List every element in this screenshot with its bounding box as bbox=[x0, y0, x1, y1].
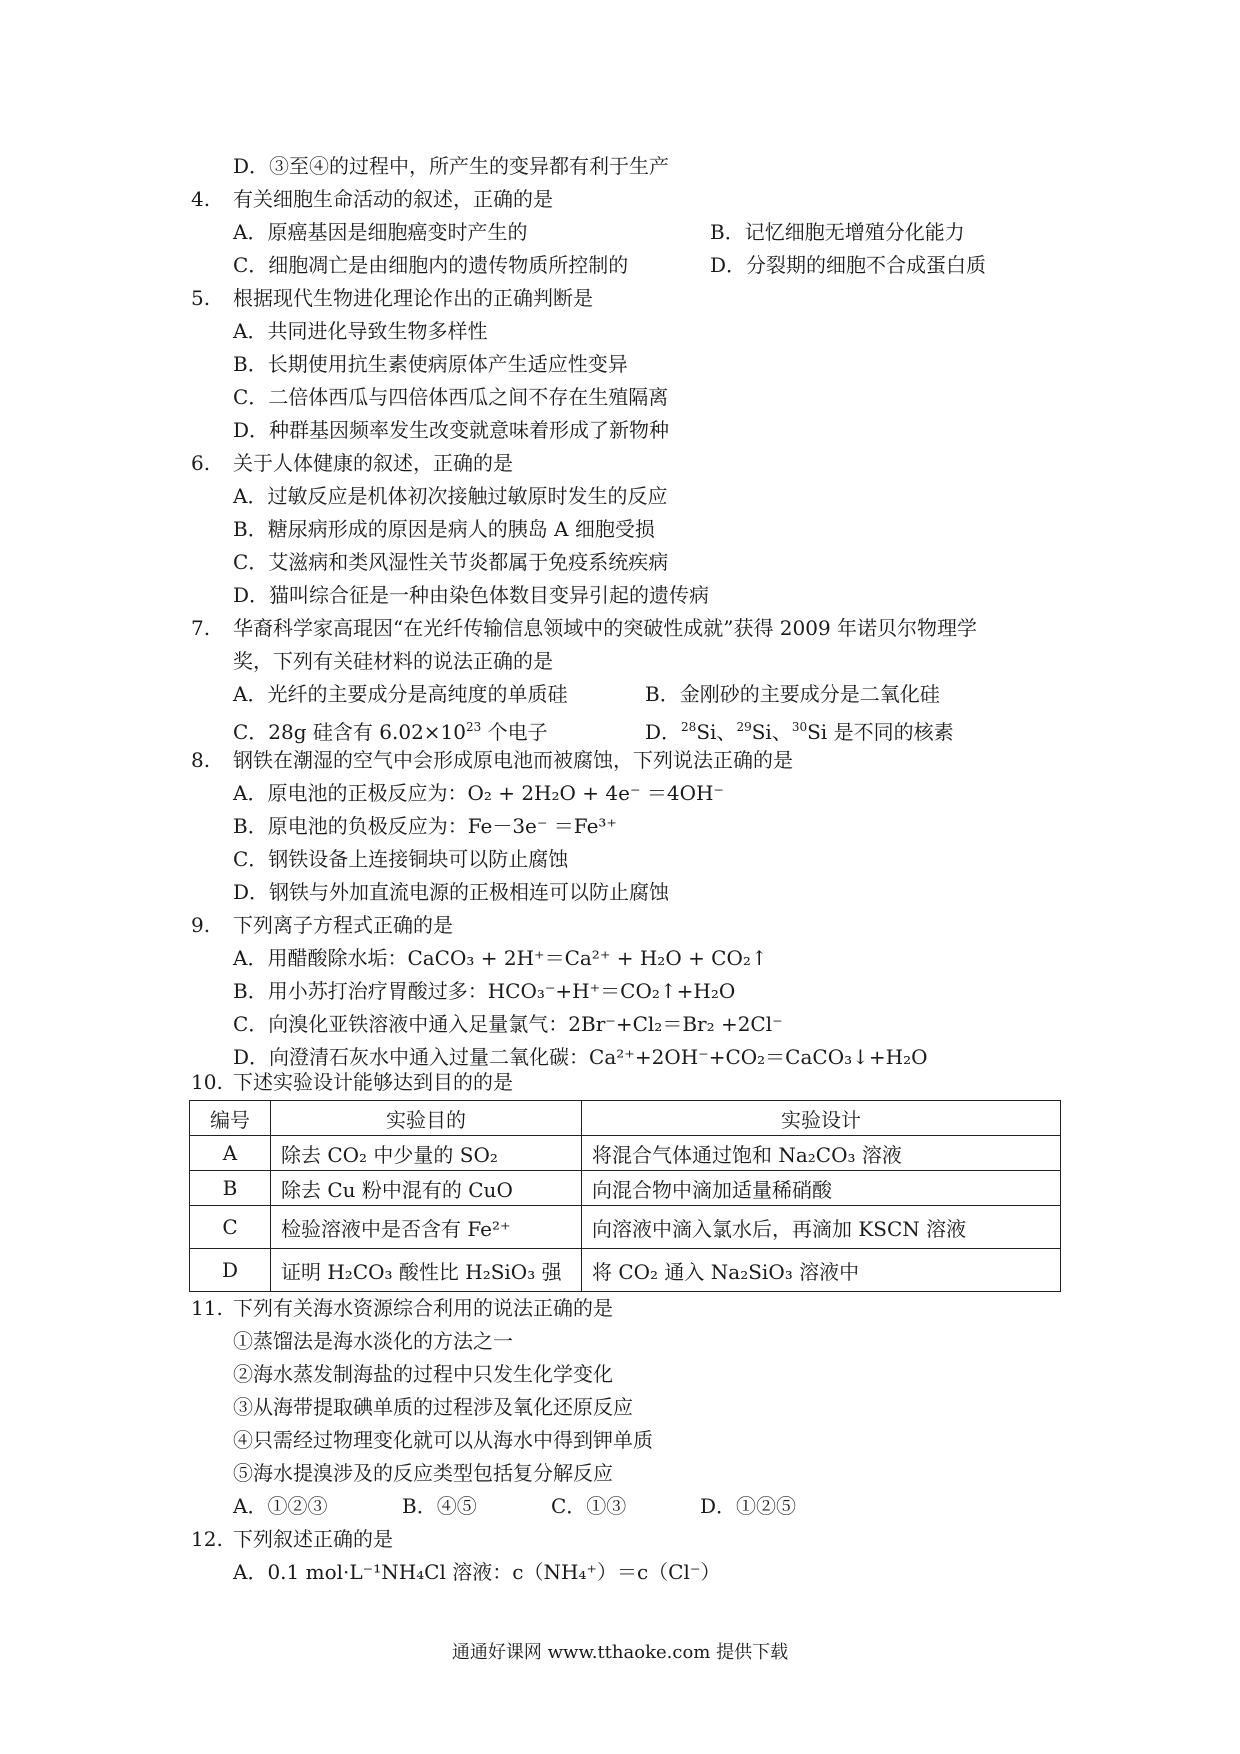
q11-number: 11. bbox=[191, 1296, 223, 1320]
q6-option-b: B．糖尿病形成的原因是病人的胰岛 A 细胞受损 bbox=[233, 517, 655, 541]
table-row bbox=[190, 1206, 1061, 1249]
experiment-table bbox=[189, 1100, 1061, 1292]
q11-option-a: A．①②③ bbox=[233, 1494, 328, 1518]
q12-number: 12. bbox=[191, 1527, 223, 1551]
table-header: 编号 bbox=[190, 1101, 271, 1136]
q7-option-d: D．$^{28}$Si、$^{29}$Si、$^{30}$Si 是不同的核素 bbox=[645, 720, 954, 744]
q7-option-a: A．光纤的主要成分是高纯度的单质硅 bbox=[233, 682, 568, 706]
q9-stem: 下列离子方程式正确的是 bbox=[233, 913, 453, 937]
q6-stem: 关于人体健康的叙述，正确的是 bbox=[233, 451, 513, 475]
q7-stem-line1: 华裔科学家高琨因“在光纤传输信息领域中的突破性成就”获得 2009 年诺贝尔物理学 bbox=[233, 616, 978, 640]
q11-option-d: D．①②⑤ bbox=[700, 1494, 797, 1518]
table-cell: C bbox=[190, 1206, 271, 1249]
q5-option-a: A．共同进化导致生物多样性 bbox=[233, 319, 488, 343]
q10-stem: 下述实验设计能够达到目的的是 bbox=[233, 1070, 513, 1094]
q11-item-1: ①蒸馏法是海水淡化的方法之一 bbox=[233, 1329, 513, 1353]
q7-number: 7. bbox=[191, 616, 211, 640]
q4-option-d: D．分裂期的细胞不合成蛋白质 bbox=[710, 253, 987, 277]
q8-number: 8. bbox=[191, 748, 211, 772]
q8-option-d: D．钢铁与外加直流电源的正极相连可以防止腐蚀 bbox=[233, 880, 670, 904]
q10-number: 10. bbox=[191, 1070, 223, 1094]
table-cell: 将 CO₂ 通入 Na₂SiO₃ 溶液中 bbox=[582, 1249, 1061, 1292]
q11-item-5: ⑤海水提溴涉及的反应类型包括复分解反应 bbox=[233, 1461, 613, 1485]
q9-option-b: B．用小苏打治疗胃酸过多：HCO₃⁻+H⁺＝CO₂↑+H₂O bbox=[233, 979, 736, 1003]
q9-option-d: D．向澄清石灰水中通入过量二氧化碳：Ca²⁺+2OH⁻+CO₂＝CaCO₃↓+H₂O bbox=[233, 1045, 928, 1069]
q11-option-b: B．④⑤ bbox=[402, 1494, 477, 1518]
q6-number: 6. bbox=[191, 451, 211, 475]
table-header-row bbox=[190, 1101, 1061, 1136]
table-cell: 向溶液中滴入氯水后，再滴加 KSCN 溶液 bbox=[582, 1206, 1061, 1249]
q4-number: 4. bbox=[191, 187, 211, 211]
q4-option-a: A．原癌基因是细胞癌变时产生的 bbox=[233, 220, 528, 244]
q5-option-b: B．长期使用抗生素使病原体产生适应性变异 bbox=[233, 352, 628, 376]
q8-option-a: A．原电池的正极反应为：O₂ + 2H₂O + 4e⁻ ＝4OH⁻ bbox=[233, 781, 724, 805]
q12-option-a: A．0.1 mol·L⁻¹NH₄Cl 溶液：c（NH₄⁺）＝c（Cl⁻） bbox=[233, 1560, 721, 1584]
table-header: 实验设计 bbox=[582, 1101, 1061, 1136]
q7-option-b: B．金刚砂的主要成分是二氧化硅 bbox=[645, 682, 940, 706]
q11-item-2: ②海水蒸发制海盐的过程中只发生化学变化 bbox=[233, 1362, 613, 1386]
q8-stem: 钢铁在潮湿的空气中会形成原电池而被腐蚀，下列说法正确的是 bbox=[233, 748, 793, 772]
q11-item-4: ④只需经过物理变化就可以从海水中得到钾单质 bbox=[233, 1428, 653, 1452]
table-row bbox=[190, 1171, 1061, 1206]
table-cell: A bbox=[190, 1136, 271, 1171]
page-footer: 通通好课网 www.tthaoke.com 提供下载 bbox=[451, 1642, 789, 1663]
q3-option-d: D．③至④的过程中，所产生的变异都有利于生产 bbox=[233, 154, 670, 178]
table-cell: 检验溶液中是否含有 Fe²⁺ bbox=[271, 1206, 582, 1249]
q4-stem: 有关细胞生命活动的叙述，正确的是 bbox=[233, 187, 553, 211]
q9-number: 9. bbox=[191, 913, 211, 937]
q5-option-c: C．二倍体西瓜与四倍体西瓜之间不存在生殖隔离 bbox=[233, 385, 669, 409]
q7-stem-line2: 奖，下列有关硅材料的说法正确的是 bbox=[233, 649, 553, 673]
q5-number: 5. bbox=[191, 286, 211, 310]
table-cell: 将混合气体通过饱和 Na₂CO₃ 溶液 bbox=[582, 1136, 1061, 1171]
q8-option-b: B．原电池的负极反应为：Fe－3e⁻ ＝Fe³⁺ bbox=[233, 814, 617, 838]
q11-item-3: ③从海带提取碘单质的过程涉及氧化还原反应 bbox=[233, 1395, 633, 1419]
table-row bbox=[190, 1249, 1061, 1292]
q4-option-c: C．细胞凋亡是由细胞内的遗传物质所控制的 bbox=[233, 253, 629, 277]
table-cell: B bbox=[190, 1171, 271, 1206]
q12-stem: 下列叙述正确的是 bbox=[233, 1527, 393, 1551]
table-cell: 证明 H₂CO₃ 酸性比 H₂SiO₃ 强 bbox=[271, 1249, 582, 1292]
table-cell: 除去 CO₂ 中少量的 SO₂ bbox=[271, 1136, 582, 1171]
q7-option-c: C．28g 硅含有 $6.02\times 10^{23}$ 个电子 bbox=[233, 720, 548, 744]
q11-stem: 下列有关海水资源综合利用的说法正确的是 bbox=[233, 1296, 613, 1320]
q8-option-c: C．钢铁设备上连接铜块可以防止腐蚀 bbox=[233, 847, 569, 871]
table-header: 实验目的 bbox=[271, 1101, 582, 1136]
q6-option-a: A．过敏反应是机体初次接触过敏原时发生的反应 bbox=[233, 484, 668, 508]
q5-stem: 根据现代生物进化理论作出的正确判断是 bbox=[233, 286, 593, 310]
q6-option-c: C．艾滋病和类风湿性关节炎都属于免疫系统疾病 bbox=[233, 550, 669, 574]
table-row bbox=[190, 1136, 1061, 1171]
q6-option-d: D．猫叫综合征是一种由染色体数目变异引起的遗传病 bbox=[233, 583, 710, 607]
q11-option-c: C．①③ bbox=[551, 1494, 627, 1518]
q5-option-d: D．种群基因频率发生改变就意味着形成了新物种 bbox=[233, 418, 670, 442]
table-cell: 除去 Cu 粉中混有的 CuO bbox=[271, 1171, 582, 1206]
table-cell: D bbox=[190, 1249, 271, 1292]
q4-option-b: B．记忆细胞无增殖分化能力 bbox=[710, 220, 965, 244]
table-cell: 向混合物中滴加适量稀硝酸 bbox=[582, 1171, 1061, 1206]
q9-option-a: A．用醋酸除水垢：CaCO₃ + 2H⁺＝Ca²⁺ + H₂O + CO₂↑ bbox=[233, 946, 768, 970]
q9-option-c: C．向溴化亚铁溶液中通入足量氯气：2Br⁻+Cl₂＝Br₂ +2Cl⁻ bbox=[233, 1012, 783, 1036]
